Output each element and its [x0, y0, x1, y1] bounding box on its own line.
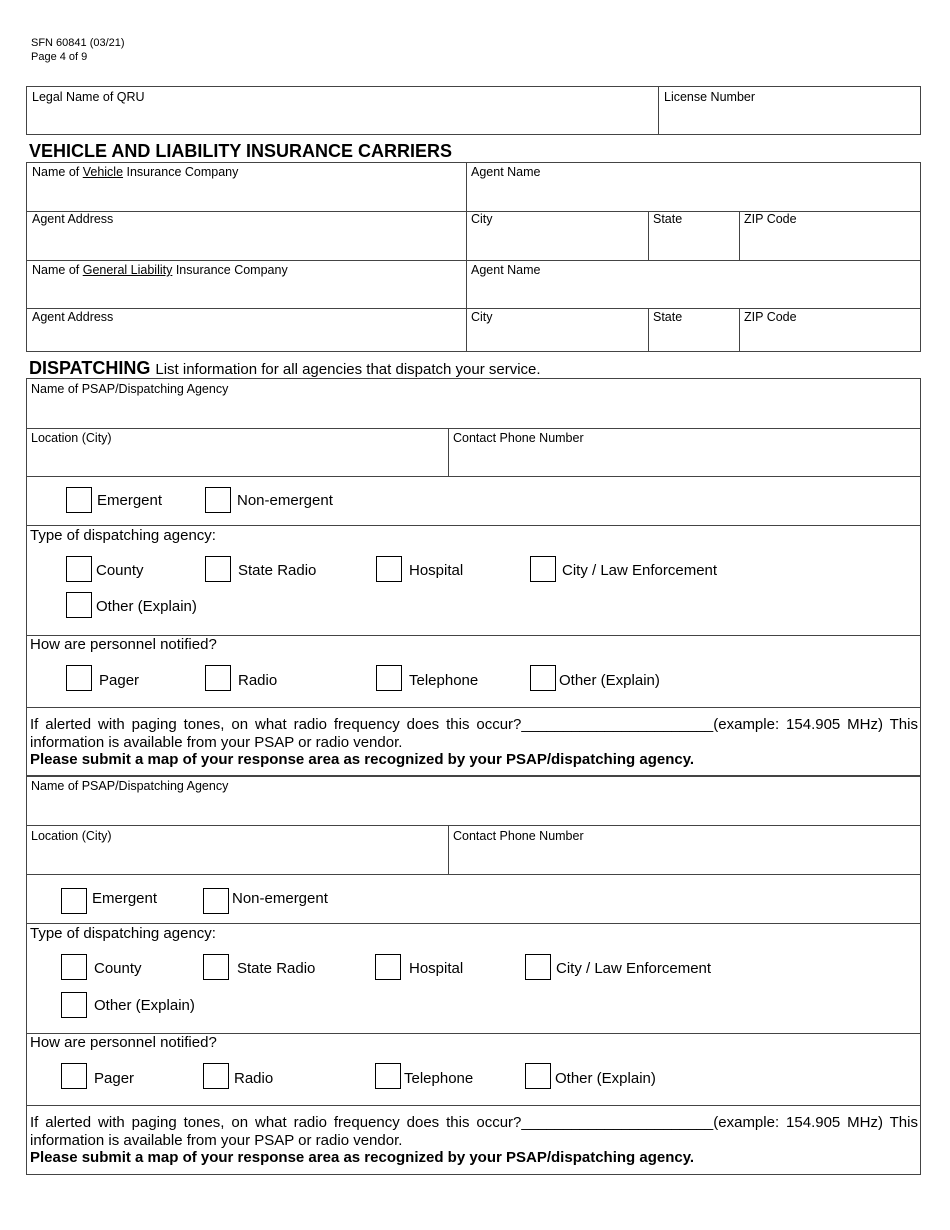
- other-notify-checkbox[interactable]: [525, 1063, 551, 1089]
- divider: [26, 874, 921, 875]
- divider: [448, 428, 449, 476]
- license-number-label: License Number: [664, 90, 756, 104]
- license-number-field[interactable]: [662, 106, 916, 132]
- other-notify-label: Other (Explain): [559, 672, 660, 689]
- agent-address-label: Agent Address: [32, 212, 114, 226]
- agent-address-label: Agent Address: [32, 310, 114, 324]
- county-label: County: [96, 562, 144, 579]
- psap-agency-label: Name of PSAP/Dispatching Agency: [31, 382, 229, 396]
- divider: [26, 923, 921, 924]
- divider: [26, 260, 921, 261]
- liability-insurance-label: Name of General Liability Insurance Company: [32, 263, 288, 277]
- divider: [26, 525, 921, 526]
- zip-label: ZIP Code: [744, 310, 797, 324]
- radio-checkbox[interactable]: [205, 665, 231, 691]
- legal-name-field[interactable]: [30, 106, 650, 132]
- divider: [448, 825, 449, 874]
- notify-question: How are personnel notified?: [30, 1034, 217, 1051]
- other-type-label: Other (Explain): [94, 997, 195, 1014]
- state-radio-checkbox[interactable]: [203, 954, 229, 980]
- county-checkbox[interactable]: [66, 556, 92, 582]
- hospital-label: Hospital: [409, 960, 464, 977]
- other-type-label: Other (Explain): [96, 598, 197, 615]
- state-label: State: [653, 212, 683, 226]
- emergent-checkbox[interactable]: [61, 888, 87, 914]
- divider: [739, 211, 740, 260]
- non-emergent-checkbox[interactable]: [205, 487, 231, 513]
- hospital-checkbox[interactable]: [376, 556, 402, 582]
- hospital-checkbox[interactable]: [375, 954, 401, 980]
- agent-name-label: Agent Name: [471, 165, 541, 179]
- state-radio-checkbox[interactable]: [205, 556, 231, 582]
- type-question: Type of dispatching agency:: [30, 527, 216, 544]
- pager-checkbox[interactable]: [66, 665, 92, 691]
- divider: [648, 211, 649, 260]
- agent-name-label: Agent Name: [471, 263, 541, 277]
- pager-checkbox[interactable]: [61, 1063, 87, 1089]
- emergent-checkbox[interactable]: [66, 487, 92, 513]
- non-emergent-label: Non-emergent: [232, 890, 328, 907]
- non-emergent-label: Non-emergent: [237, 492, 333, 509]
- city-law-checkbox[interactable]: [525, 954, 551, 980]
- state-label: State: [653, 310, 683, 324]
- non-emergent-checkbox[interactable]: [203, 888, 229, 914]
- legal-name-label: Legal Name of QRU: [32, 90, 145, 104]
- pager-label: Pager: [94, 1070, 135, 1087]
- divider: [26, 308, 921, 309]
- telephone-label: Telephone: [404, 1070, 474, 1087]
- radio-label: Radio: [234, 1070, 274, 1087]
- divider: [658, 86, 659, 135]
- telephone-checkbox[interactable]: [375, 1063, 401, 1089]
- telephone-checkbox[interactable]: [376, 665, 402, 691]
- county-checkbox[interactable]: [61, 954, 87, 980]
- paging-frequency-text: If alerted with paging tones, on what radio frequency does this occur?_______________________(example: 154.905 MHz) This information is available from your PSAP or radio vendor. Please submit a map of your response area as recognized by your PSAP/dispatching agency.: [30, 1114, 918, 1166]
- hospital-label: Hospital: [409, 562, 464, 579]
- other-notify-checkbox[interactable]: [530, 665, 556, 691]
- divider: [26, 707, 921, 708]
- other-type-checkbox[interactable]: [61, 992, 87, 1018]
- dispatching-section-title: DISPATCHING List information for all agencies that dispatch your service.: [29, 358, 541, 378]
- vehicle-insurance-label: Name of Vehicle Insurance Company: [32, 165, 239, 179]
- contact-phone-label: Contact Phone Number: [453, 829, 584, 843]
- emergent-label: Emergent: [97, 492, 163, 509]
- radio-checkbox[interactable]: [203, 1063, 229, 1089]
- radio-label: Radio: [238, 672, 278, 689]
- contact-phone-label: Contact Phone Number: [453, 431, 584, 445]
- divider: [26, 825, 921, 826]
- location-label: Location (City): [31, 829, 112, 843]
- zip-label: ZIP Code: [744, 212, 797, 226]
- page-number: Page 4 of 9: [31, 51, 88, 63]
- insurance-section-title: VEHICLE AND LIABILITY INSURANCE CARRIERS: [29, 141, 453, 161]
- psap-agency-label: Name of PSAP/Dispatching Agency: [31, 779, 229, 793]
- pager-label: Pager: [99, 672, 140, 689]
- divider: [648, 308, 649, 352]
- state-radio-label: State Radio: [237, 960, 316, 977]
- form-number: SFN 60841 (03/21): [31, 37, 125, 49]
- state-radio-label: State Radio: [238, 562, 317, 579]
- city-label: City: [471, 212, 493, 226]
- notify-question: How are personnel notified?: [30, 636, 217, 653]
- divider: [26, 1105, 921, 1106]
- county-label: County: [94, 960, 142, 977]
- emergent-label: Emergent: [92, 890, 158, 907]
- city-law-checkbox[interactable]: [530, 556, 556, 582]
- divider: [739, 308, 740, 352]
- divider: [26, 476, 921, 477]
- other-notify-label: Other (Explain): [555, 1070, 656, 1087]
- city-law-label: City / Law Enforcement: [556, 960, 712, 977]
- divider: [466, 162, 467, 352]
- divider: [26, 428, 921, 429]
- city-label: City: [471, 310, 493, 324]
- location-label: Location (City): [31, 431, 112, 445]
- paging-frequency-text: If alerted with paging tones, on what radio frequency does this occur?_______________________(example: 154.905 MHz) This information is available from your PSAP or radio vendor. Please submit a map of your response area as recognized by your PSAP/dispatching agency.: [30, 716, 918, 768]
- telephone-label: Telephone: [409, 672, 479, 689]
- other-type-checkbox[interactable]: [66, 592, 92, 618]
- type-question: Type of dispatching agency:: [30, 925, 216, 942]
- city-law-label: City / Law Enforcement: [562, 562, 718, 579]
